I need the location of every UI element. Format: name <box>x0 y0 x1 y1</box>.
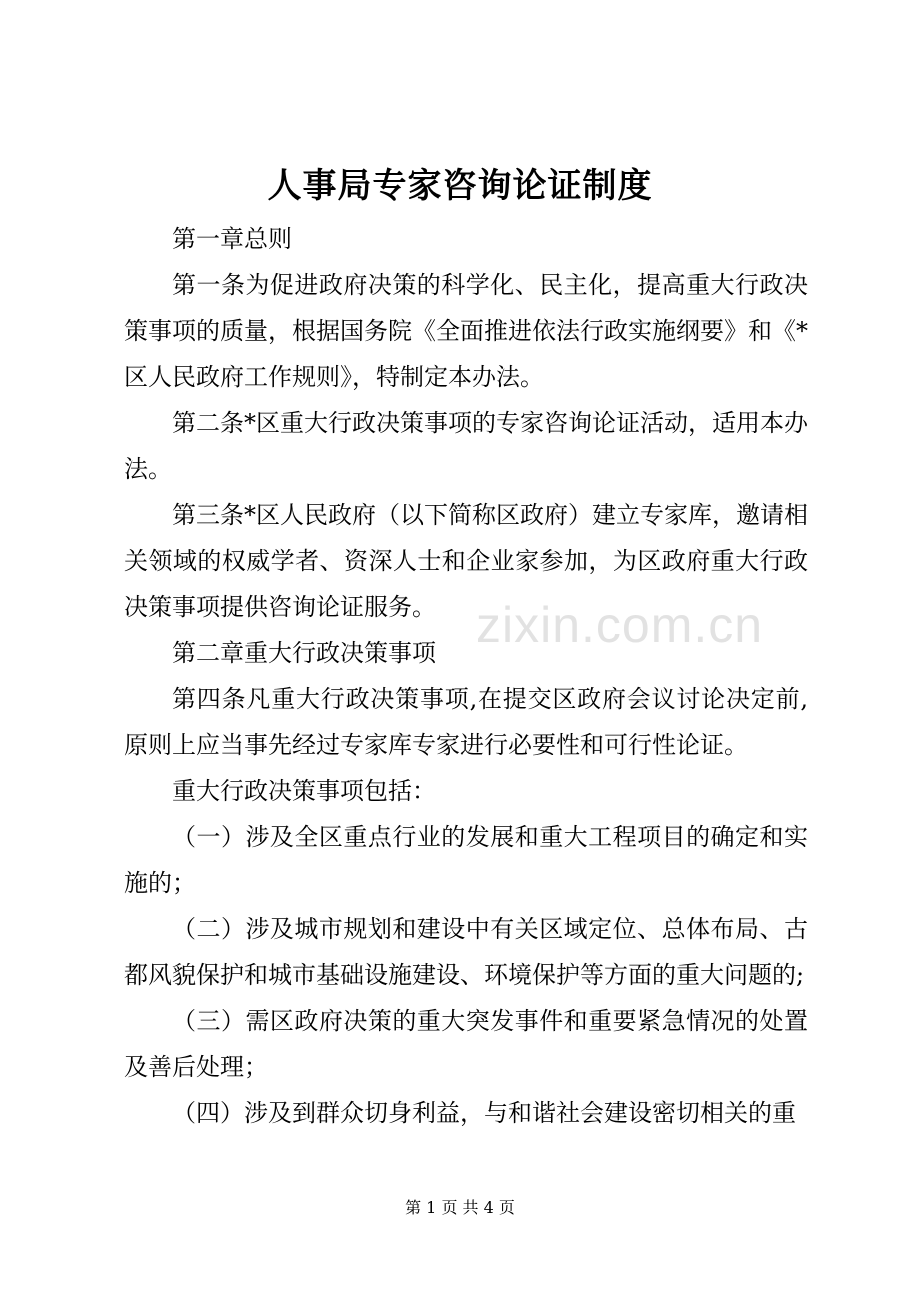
article-paragraph: 第三条*区人民政府（以下简称区政府）建立专家库，邀请相关领域的权威学者、资深人士和企业家参加，为区政府重大行政决策事项提供咨询论证服务。 <box>124 501 808 621</box>
article-paragraph: 第一条为促进政府决策的科学化、民主化，提高重大行政决策事项的质量，根据国务院《全面推进依法行政实施纲要》和《*区人民政府工作规则》，特制定本办法。 <box>124 271 808 391</box>
article-paragraph: 第二条*区重大行政决策事项的专家咨询论证活动，适用本办法。 <box>124 409 808 483</box>
list-item: （一）涉及全区重点行业的发展和重大工程项目的确定和实施的； <box>124 823 808 897</box>
list-intro: 重大行政决策事项包括： <box>172 777 436 805</box>
page-footer: 第 1 页 共 4 页 <box>405 1198 515 1217</box>
list-item: （二）涉及城市规划和建设中有关区域定位、总体布局、古都风貌保护和城市基础设施建设、环境保护等方面的重大问题的; <box>124 915 808 989</box>
chapter-heading: 第二章重大行政决策事项 <box>172 639 436 667</box>
document-body <box>124 216 808 1136</box>
document-title: 人事局专家咨询论证制度 <box>267 166 653 206</box>
list-item: （三）需区政府决策的重大突发事件和重要紧急情况的处置及善后处理； <box>124 1007 808 1081</box>
list-item: （四）涉及到群众切身利益，与和谐社会建设密切相关的重 <box>172 1099 796 1127</box>
watermark: zixin.com.cn <box>476 597 764 653</box>
article-paragraph: 第四条凡重大行政决策事项,在提交区政府会议讨论决定前,原则上应当事先经过专家库专家进行必要性和可行性论证。 <box>124 685 808 759</box>
chapter-heading: 第一章总则 <box>172 225 292 253</box>
